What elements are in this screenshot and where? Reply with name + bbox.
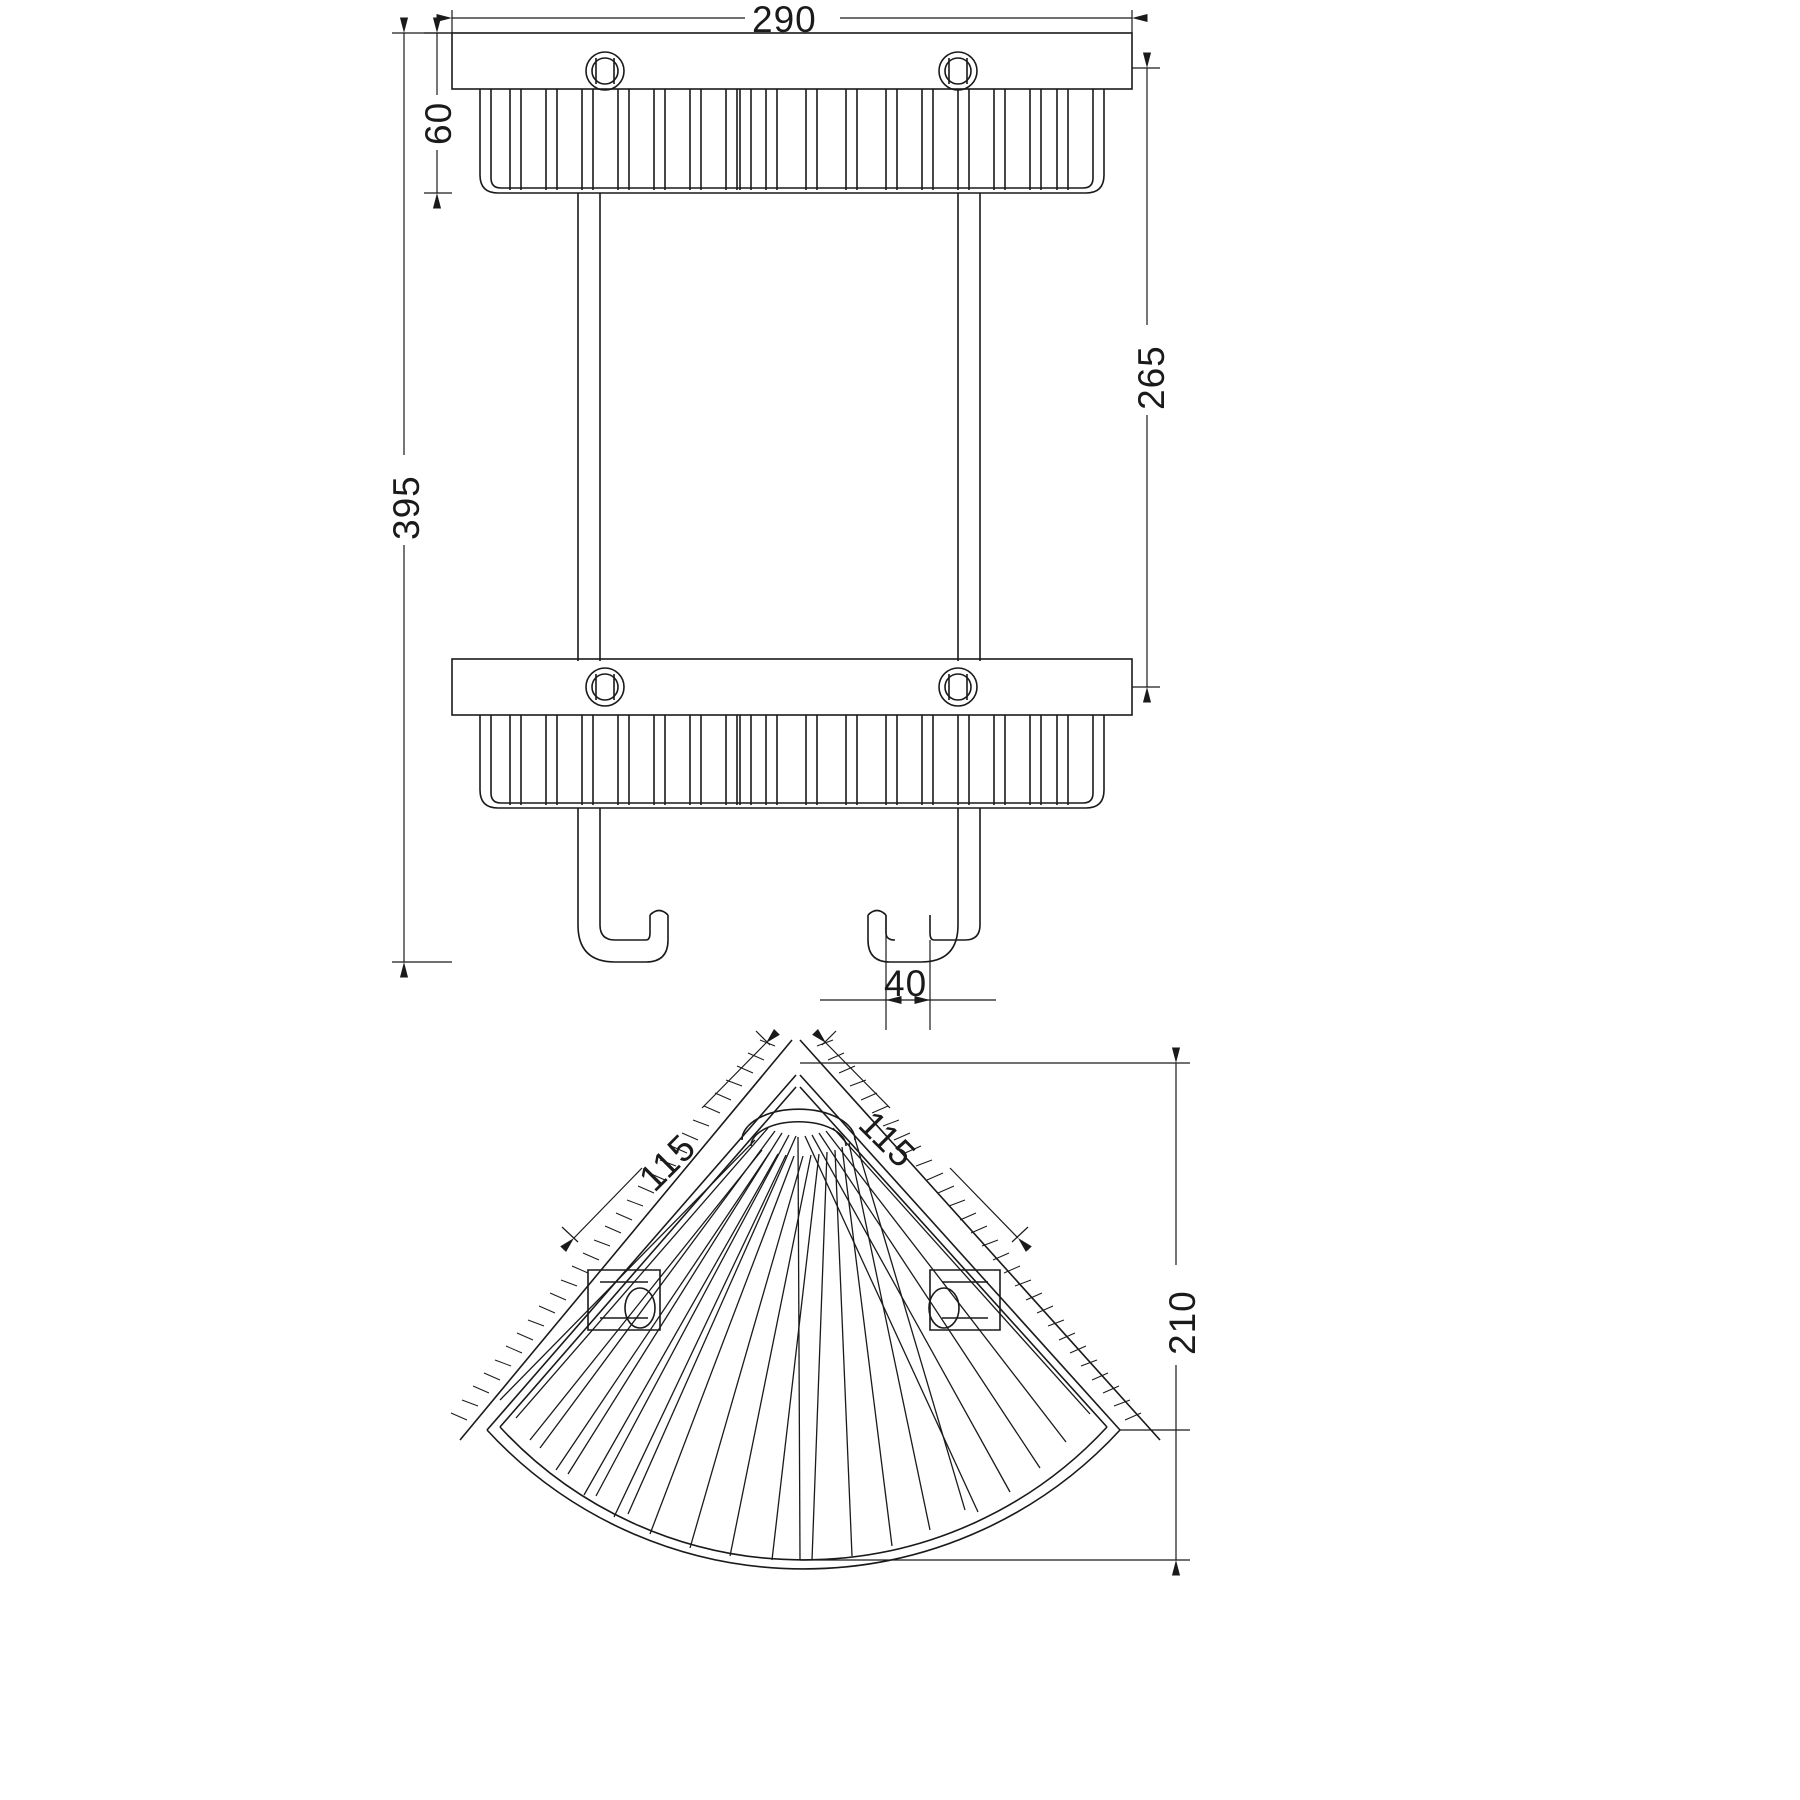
upper-basket-wires [480, 89, 1104, 193]
dim-label-plan-left-side: 115 [631, 1126, 704, 1199]
vertical-posts [578, 193, 980, 661]
lower-basket-wires [480, 715, 1104, 808]
dim-label-hook-offset: 40 [884, 963, 928, 1004]
dim-label-overall-height: 395 [386, 475, 427, 540]
basket-edge-left [487, 1075, 796, 1430]
dim-label-plan-depth: 210 [1162, 1290, 1203, 1355]
top-rail [452, 33, 1132, 89]
dim-label-plan-right-side: 115 [851, 1103, 924, 1176]
apex-ring [742, 1109, 855, 1140]
basket-inner-arc [500, 1427, 1107, 1560]
hooks [578, 808, 980, 962]
radial-wires [500, 1128, 1090, 1560]
lower-rail [452, 659, 1132, 715]
front-view-geometry [452, 33, 1132, 962]
plan-view-geometry [451, 1040, 1160, 1569]
wall-left [460, 1040, 792, 1440]
dim-label-overall-width: 290 [752, 0, 817, 40]
dim-label-lower-span: 265 [1131, 345, 1172, 410]
front-view-dimensions [392, 10, 1160, 1030]
dim-label-basket-height: 60 [418, 101, 459, 145]
basket-edge-right [800, 1075, 1120, 1430]
